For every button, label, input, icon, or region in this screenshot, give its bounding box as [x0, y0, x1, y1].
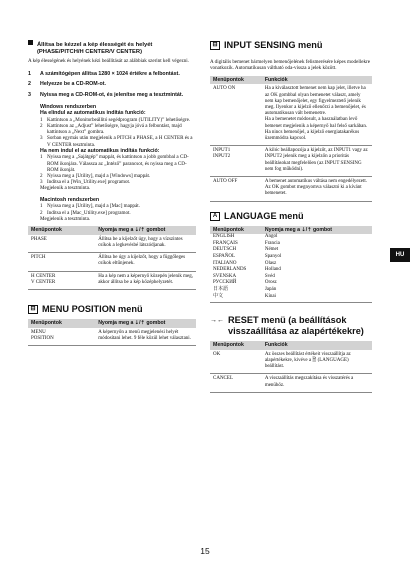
menu-item-cell: NEDERLANDS — [213, 267, 247, 273]
description-cell: A kilóc beállapozója a kijelzőt, az INPUT1 vagy az INPUT2 jelenik meg a kijelzőn a prioritás beállításokat megfelelően (az INPUT SENSING nem fog működni). — [262, 146, 372, 177]
table-row — [210, 287, 372, 294]
table-header: Funkciók — [262, 341, 372, 350]
description-cell: Orosz — [264, 280, 277, 286]
table-row — [28, 235, 196, 253]
windows-autorun-list — [40, 117, 196, 148]
description-cell: Spanyol — [264, 254, 282, 260]
table-row — [210, 254, 372, 261]
table-row — [210, 294, 372, 303]
table-row — [28, 253, 196, 271]
input-sensing-icon: ⊟ — [210, 41, 220, 50]
table-row — [210, 280, 372, 287]
item-text: A számítógépen állítsa 1280 × 1024 értékre a felbontást. — [40, 70, 180, 77]
description-cell: Német — [264, 247, 279, 253]
table-row — [210, 84, 372, 145]
table-row — [210, 241, 372, 248]
item-number: 2 — [40, 173, 43, 179]
page-number: 15 — [200, 546, 210, 556]
language-table — [210, 226, 372, 304]
table-header: Menüpontok — [210, 76, 262, 85]
description-cell: A visszaállítás megszakítása és visszatérés a menühöz. — [262, 374, 372, 392]
item-number: 2 — [40, 122, 43, 129]
item-number: 3 — [28, 92, 31, 98]
table-header: Menüpontok — [28, 319, 95, 328]
description-cell: Olasz — [264, 260, 277, 266]
menu-position-icon: ⊟ — [28, 305, 38, 314]
item-number: 1 — [40, 154, 43, 161]
description-cell: Állítsa be a kijelzőt úgy, hogy a vízszintes csíkok a legkevésbé látszódjanak. — [95, 235, 196, 253]
language-title: A LANGUAGE menü — [210, 211, 372, 222]
bullet-square-icon — [28, 40, 33, 45]
left-column — [28, 40, 196, 346]
table-header: Nyomja meg a ⇣/⇡ gombot — [95, 226, 196, 235]
table-row — [210, 146, 372, 177]
menu-position-title: ⊟ MENU POSITION menü — [28, 304, 196, 315]
mac-list — [40, 203, 196, 215]
menu-item-cell: CANCEL — [210, 374, 262, 392]
table-row — [210, 350, 372, 374]
item-text: Nyissa meg a „Sajátgép” mappát, és kattintson a jobb gombbal a CD-ROM ikonjára. Válassza az „Intéző” parancsot, és nyissa meg a CD-ROM ikonját. — [47, 154, 189, 173]
language-icon: A — [210, 212, 220, 221]
table-row — [28, 328, 196, 346]
description-cell: Holland — [264, 267, 281, 273]
item-number: 2 — [40, 209, 43, 216]
description-cell: Ha a kép nem a képernyő közepén jelenik meg, akkor állítsa be a kép középhelyzetét. — [95, 271, 196, 289]
table-row — [28, 271, 196, 289]
reset-icon: →← — [210, 317, 224, 325]
item-number: 2 — [28, 81, 31, 88]
menu-item-cell: AUTO OFF — [210, 177, 262, 202]
step-item — [28, 71, 196, 78]
table-row — [210, 267, 372, 274]
item-text: Nyissa meg a [Utility], majd a [Windows] mappát. — [47, 173, 151, 179]
description-cell: Az összes beállítást értékeit visszaállítja az alapértékekre, kivéve a 🗎 (LANGUAGE) beállítást. — [262, 350, 372, 374]
table-header: Menüpontok — [210, 226, 262, 235]
step-item — [28, 81, 196, 88]
menu-item-cell: SVENSKA — [213, 273, 237, 279]
item-text: Nyissa meg a [Utility], majd a [Mac] mappát. — [47, 203, 140, 210]
manual-adjust-intro: A kép élességének és helyének kézi beállítását az alábbiak szerint kell végezni. — [28, 58, 189, 65]
input-sensing-title: ⊟ INPUT SENSING menü — [210, 40, 372, 51]
reset-title: →← RESET menü (a beállítások visszaállítása az alapértékekre) — [210, 315, 364, 337]
menu-item-cell: РУССКИЙ — [213, 280, 237, 286]
item-text: Indítsa el a [Mac_Utility.exe] programot. — [47, 209, 131, 216]
table-row — [210, 261, 372, 268]
windows-title: Windows rendszerben — [40, 103, 97, 110]
language-tab: HU — [390, 248, 410, 262]
description-cell: Kínai — [262, 294, 372, 303]
menu-item-cell: PHASE — [28, 235, 95, 253]
item-text: Nyissa meg a CD-ROM-ot, és jelenítse meg a tesztmintát. — [40, 92, 184, 98]
menu-item-cell: DEUTSCH — [213, 247, 237, 253]
description-cell: Francia — [264, 240, 280, 246]
menu-position-table — [28, 319, 196, 346]
windows-no-autorun-heading: Ha nem indul el az automatikus indítás funkció: — [40, 147, 160, 154]
item-text: Sorban egymás után megjelenik a PITCH a PHASE, a H CENTER és a V CENTER tesztminta. — [47, 135, 193, 148]
item-number: 3 — [40, 179, 43, 186]
step-item — [28, 92, 196, 99]
description-cell: Japán — [264, 287, 277, 292]
item-text: Indítsa el a [Win_Utility.exe] programot. — [47, 179, 131, 186]
windows-step — [40, 123, 196, 135]
menu-item-cell: PITCH — [28, 253, 95, 271]
table-row — [210, 374, 372, 392]
manual-adjust-heading: Állítsa be kézzel a kép élességét és helyét (PHASE/PITCH/H CENTER/V CENTER) — [28, 40, 196, 56]
item-number: 1 — [28, 70, 31, 77]
table-row — [210, 234, 372, 241]
table-header: Menüpontok — [28, 226, 95, 235]
item-text: Kattintson az „Adjust” lehetőségre, hagyja jóvá a felbontást, majd kattintson a „Next” gombra. — [47, 122, 182, 136]
menu-item-cell: INPUT1 INPUT2 — [210, 146, 262, 177]
menu-item-cell: MENU POSITION — [28, 328, 95, 346]
description-cell: Svéd — [264, 273, 275, 279]
input-sensing-table — [210, 76, 372, 202]
menu-item-cell: H CENTER V CENTER — [28, 271, 95, 289]
table-header: Nyomja meg a ⇣/⇡ gombot — [95, 319, 196, 328]
menu-item-cell: OK — [210, 350, 262, 374]
menu-item-cell: ENGLISH — [213, 234, 235, 240]
item-number: 3 — [40, 135, 43, 142]
mac-note: Megjelenik a tesztminta. — [40, 215, 91, 222]
menu-item-cell: ITALIANO — [213, 260, 237, 266]
menu-item-cell: 日本語 — [213, 287, 229, 292]
table-row — [210, 177, 372, 202]
item-text: Helyezze be a CD-ROM-ot. — [40, 81, 106, 88]
windows-note: Megjelenik a tesztminta. — [40, 185, 91, 192]
mac-title: Macintosh rendszerben — [40, 196, 100, 203]
windows-step — [40, 135, 196, 147]
adjust-table — [28, 226, 196, 290]
windows-step — [40, 154, 196, 173]
table-header: Menüpontok — [210, 341, 262, 350]
description-cell: Angol — [264, 234, 278, 240]
reset-table — [210, 341, 372, 393]
menu-item-cell: ESPAÑOL — [213, 254, 236, 260]
windows-autorun-heading: Ha elindul az automatikus indítás funkció: — [40, 110, 146, 117]
item-number: 1 — [40, 203, 43, 210]
menu-item-cell: FRANÇAIS — [213, 240, 238, 246]
item-text: Kattintson a „Monitorbeállító segédprogram (UTILITY)” lehetőségre. — [47, 116, 191, 123]
menu-item-cell: 中文 — [210, 294, 262, 303]
menu-item-cell: AUTO ON — [210, 84, 262, 145]
description-cell: A képernyőn a menü megjelenési helyét módosítani lehet. 9 féle közül lehet választani. — [95, 328, 196, 346]
table-header: Funkciók — [262, 76, 372, 85]
item-number: 1 — [40, 116, 43, 123]
windows-no-autorun-list — [40, 154, 196, 185]
description-cell: A bemenet automatikus váltása nem engedélyezett. Az OK gombot megnyomva választó ki a kívánt bemenetet. — [262, 177, 372, 202]
steps-list — [28, 71, 196, 99]
description-cell: Állítsa be úgy a kijelzőt, hogy a függőleges csíkok eltűnjenek. — [95, 253, 196, 271]
right-column — [210, 40, 372, 393]
input-sensing-intro: A digitális bemenet bármelyen bemenőjelének felismerésére képes modellekre vonatkozik. Automatikusan váltható oda-vissza a jelek között. — [210, 59, 370, 72]
description-cell: Ha a kiválasztott bemenet nem kap jelet, illetve ha az OK gombbal olyan bemenetet választ, amely nem kap bemenőjelet, egy figyelmeztető jelenik meg. Ilyenkor a kijelző ellenőrzi a bemenőjelet, és automatikusan vált bemenetre. Ha a bemenetet módosult, a használatban levő bemenet megjelenik a képernyő bal felső sarkában. Ha nincs bemenőjel, a kijelző energiatakarékos üzemmódra kapcsol. — [262, 84, 372, 145]
table-header: Nyomja meg a ⇣/⇡ gombot — [262, 226, 372, 235]
